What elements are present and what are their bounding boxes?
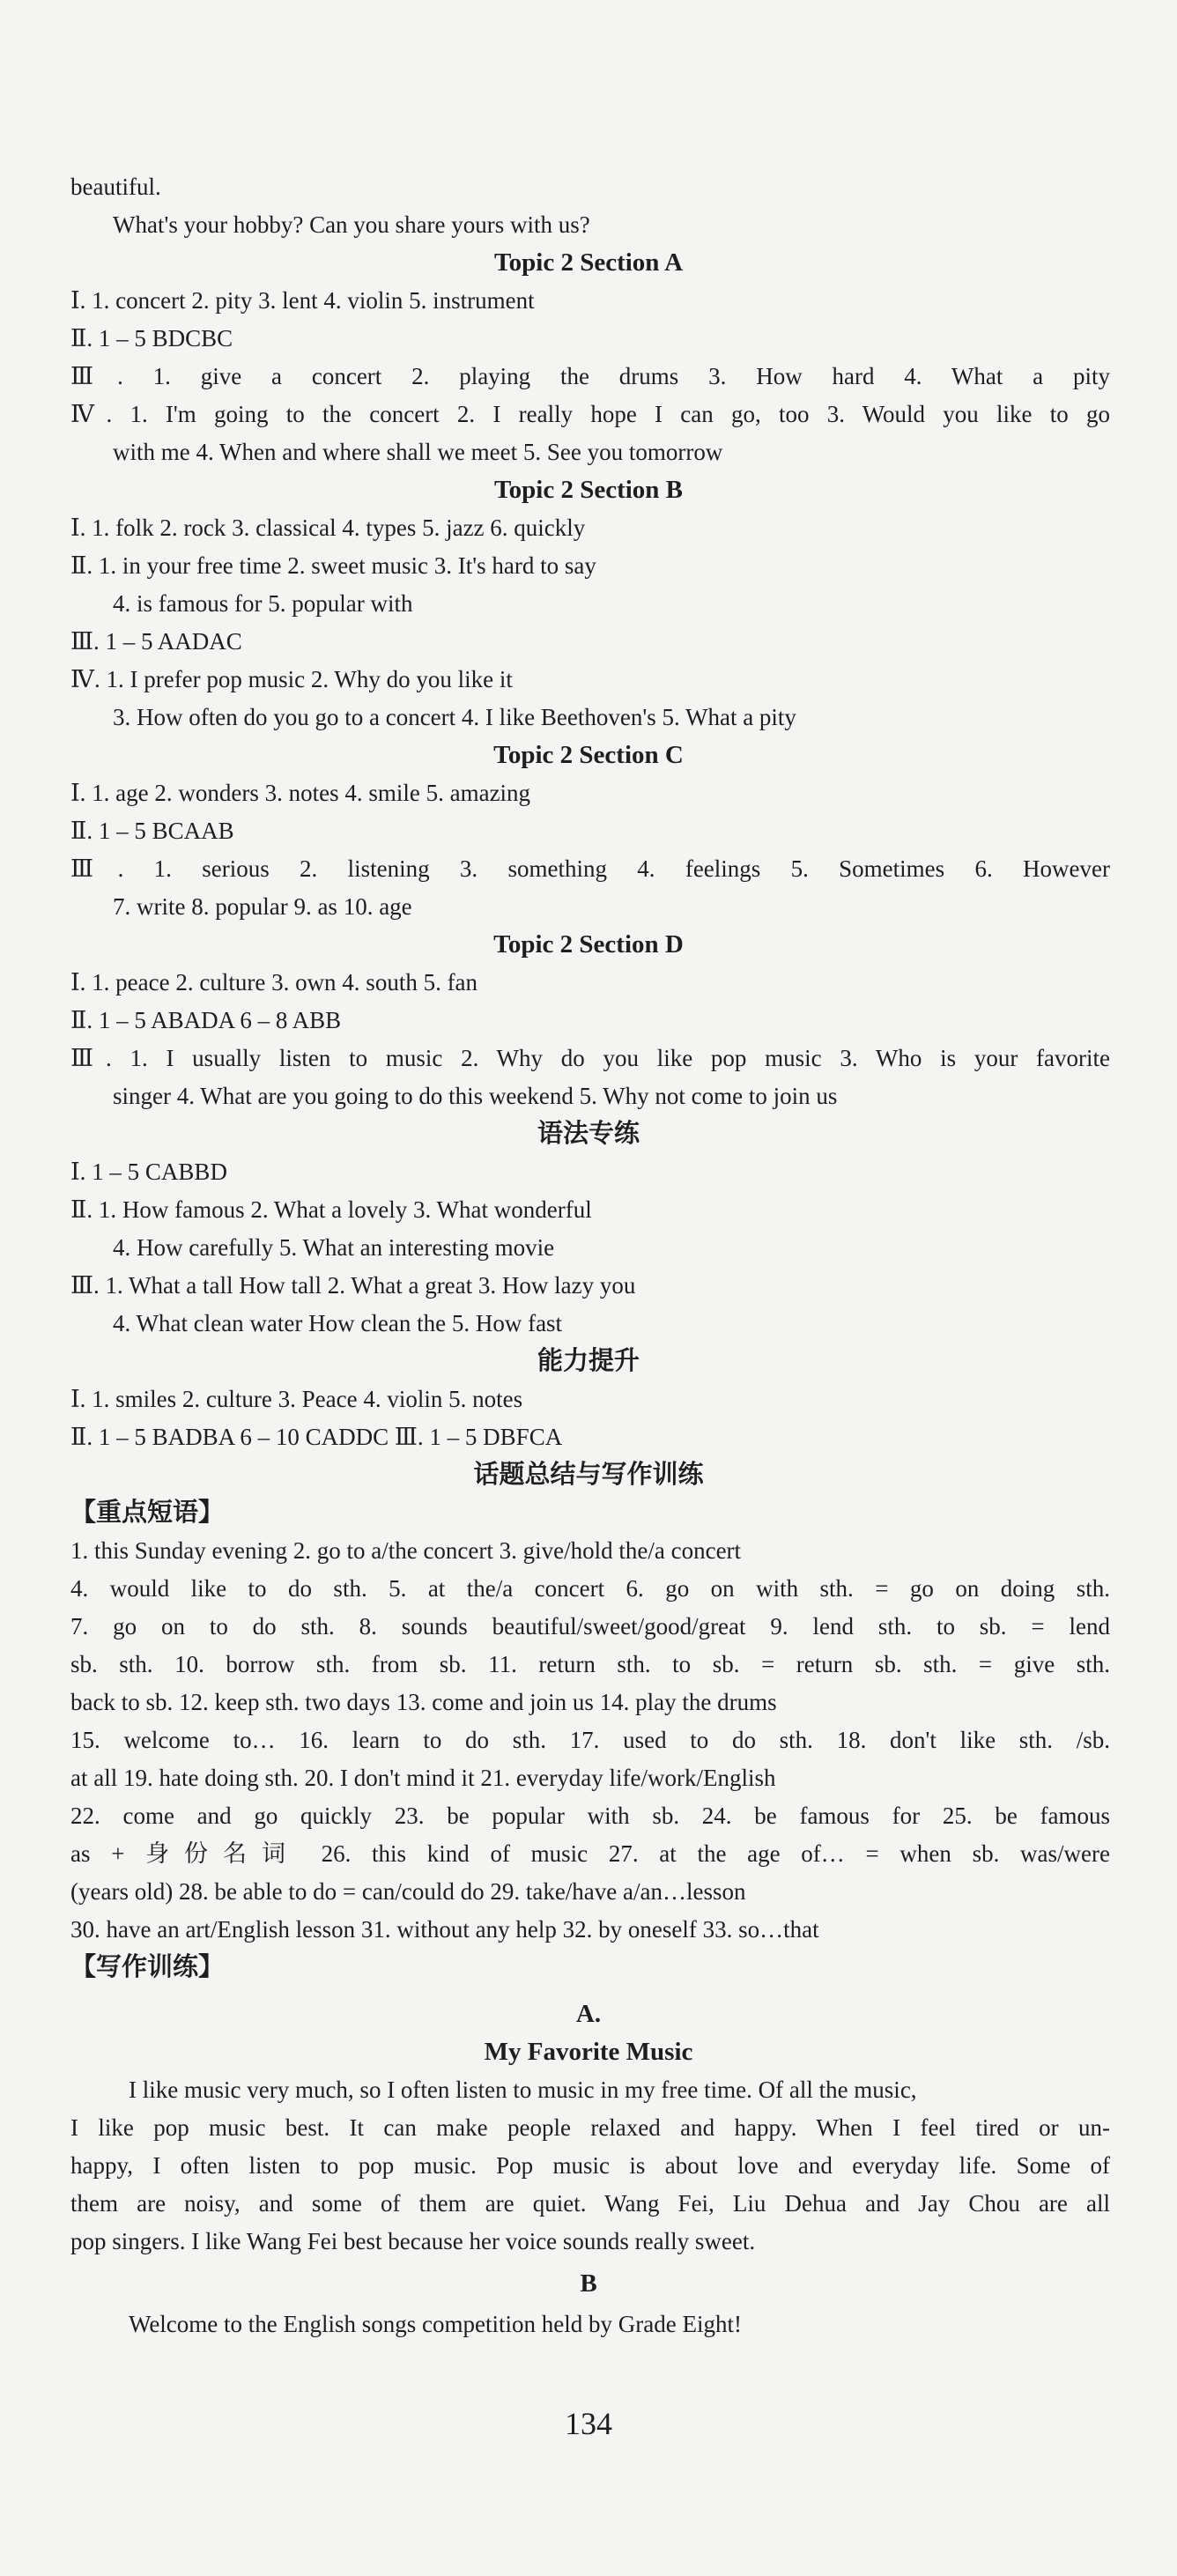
answer-line: Ⅲ. 1. I usually listen to music 2. Why do you like pop music 3. Who is your favorite [70,1045,1110,1071]
subsection-heading: 【写作训练】 [70,1953,225,1981]
answer-line: Ⅰ. 1. age 2. wonders 3. notes 4. smile 5. amazing [70,780,531,806]
section-heading: 语法专练 [537,1120,640,1148]
essay-label: A. [575,2000,602,2028]
section-heading: Topic 2 Section C [493,741,684,769]
section-heading: Topic 2 Section A [493,248,684,277]
answer-line: singer 4. What are you going to do this weekend 5. Why not come to join us [113,1083,838,1109]
essay-title: My Favorite Music [484,2038,693,2066]
answer-line: Ⅳ. 1. I'm going to the concert 2. I really hope I can go, too 3. Would you like to go [70,401,1110,427]
phrase-line: sb. sth. 10. borrow sth. from sb. 11. return sth. to sb. = return sb. sth. = give sth. [70,1651,1110,1677]
phrase-line: 22. come and go quickly 23. be popular with sb. 24. be famous for 25. be famous [70,1802,1110,1829]
essay-line: I like music very much, so I often listen to music in my free time. Of all the music, [129,2076,917,2103]
answer-line: 4. is famous for 5. popular with [113,590,413,617]
essay-line: I like pop music best. It can make people relaxed and happy. When I feel tired or un- [70,2114,1110,2141]
answer-line: 3. How often do you go to a concert 4. I like Beethoven's 5. What a pity [113,704,796,730]
section-heading: Topic 2 Section D [493,930,684,959]
answer-line: Ⅱ. 1 – 5 BCAAB [70,818,234,844]
essay-label: B [580,2269,597,2298]
phrase-line: 30. have an art/English lesson 31. without any help 32. by oneself 33. so…that [70,1916,819,1943]
essay-line: happy, I often listen to pop music. Pop music is about love and everyday life. Some of [70,2152,1110,2179]
phrase-line: back to sb. 12. keep sth. two days 13. come and join us 14. play the drums [70,1689,777,1715]
phrase-line: as + 身份名词 26. this kind of music 27. at the age of… = when sb. was/were [70,1840,1110,1867]
answer-line: Ⅱ. 1. in your free time 2. sweet music 3. It's hard to say [70,552,596,579]
answer-line: Ⅱ. 1 – 5 ABADA 6 – 8 ABB [70,1007,342,1033]
essay-line: Welcome to the English songs competition held by Grade Eight! [129,2311,742,2337]
section-heading: 话题总结与写作训练 [473,1461,704,1489]
answer-line: Ⅰ. 1. peace 2. culture 3. own 4. south 5. fan [70,969,478,996]
answer-line: Ⅲ. 1. What a tall How tall 2. What a great 3. How lazy you [70,1272,636,1299]
subsection-heading: 【重点短语】 [70,1499,225,1527]
text-line: beautiful. [70,174,161,200]
answer-line: 4. What clean water How clean the 5. How fast [113,1310,563,1336]
phrase-line: (years old) 28. be able to do = can/could do 29. take/have a/an…lesson [70,1878,746,1905]
answer-line: Ⅱ. 1 – 5 BDCBC [70,325,233,352]
answer-line: Ⅰ. 1. smiles 2. culture 3. Peace 4. violin 5. notes [70,1386,523,1412]
answer-line: Ⅱ. 1 – 5 BADBA 6 – 10 CADDC Ⅲ. 1 – 5 DBFCA [70,1424,563,1450]
answer-line: Ⅲ. 1. give a concert 2. playing the drums 3. How hard 4. What a pity [70,363,1110,389]
section-heading: Topic 2 Section B [493,476,684,504]
answer-line: Ⅰ. 1. concert 2. pity 3. lent 4. violin 5. instrument [70,287,535,314]
phrase-line: at all 19. hate doing sth. 20. I don't mind it 21. everyday life/work/English [70,1765,776,1791]
answer-line: Ⅱ. 1. How famous 2. What a lovely 3. What wonderful [70,1196,592,1223]
page-number: 134 [565,2406,612,2441]
answer-line: 7. write 8. popular 9. as 10. age [113,893,412,920]
section-heading: 能力提升 [537,1347,640,1375]
answer-line: Ⅲ. 1. serious 2. listening 3. something 4. feelings 5. Sometimes 6. However [70,855,1110,882]
answer-line: Ⅲ. 1 – 5 AADAC [70,628,242,655]
answer-line: 4. How carefully 5. What an interesting movie [113,1234,555,1261]
phrase-line: 4. would like to do sth. 5. at the/a concert 6. go on with sth. = go on doing sth. [70,1575,1110,1602]
essay-line: them are noisy, and some of them are quiet. Wang Fei, Liu Dehua and Jay Chou are all [70,2190,1110,2217]
essay-line: pop singers. I like Wang Fei best because her voice sounds really sweet. [70,2228,756,2254]
phrase-line: 7. go on to do sth. 8. sounds beautiful/sweet/good/great 9. lend sth. to sb. = lend [70,1613,1110,1640]
text-line: What's your hobby? Can you share yours with us? [113,211,590,238]
phrase-line: 15. welcome to… 16. learn to do sth. 17. used to do sth. 18. don't like sth. /sb. [70,1727,1110,1753]
phrase-line: 1. this Sunday evening 2. go to a/the concert 3. give/hold the/a concert [70,1537,742,1564]
answer-line: with me 4. When and where shall we meet 5. See you tomorrow [113,439,723,465]
answer-line: Ⅰ. 1 – 5 CABBD [70,1158,227,1185]
answer-line: Ⅰ. 1. folk 2. rock 3. classical 4. types 5. jazz 6. quickly [70,514,586,541]
answer-line: Ⅳ. 1. I prefer pop music 2. Why do you like it [70,666,513,692]
